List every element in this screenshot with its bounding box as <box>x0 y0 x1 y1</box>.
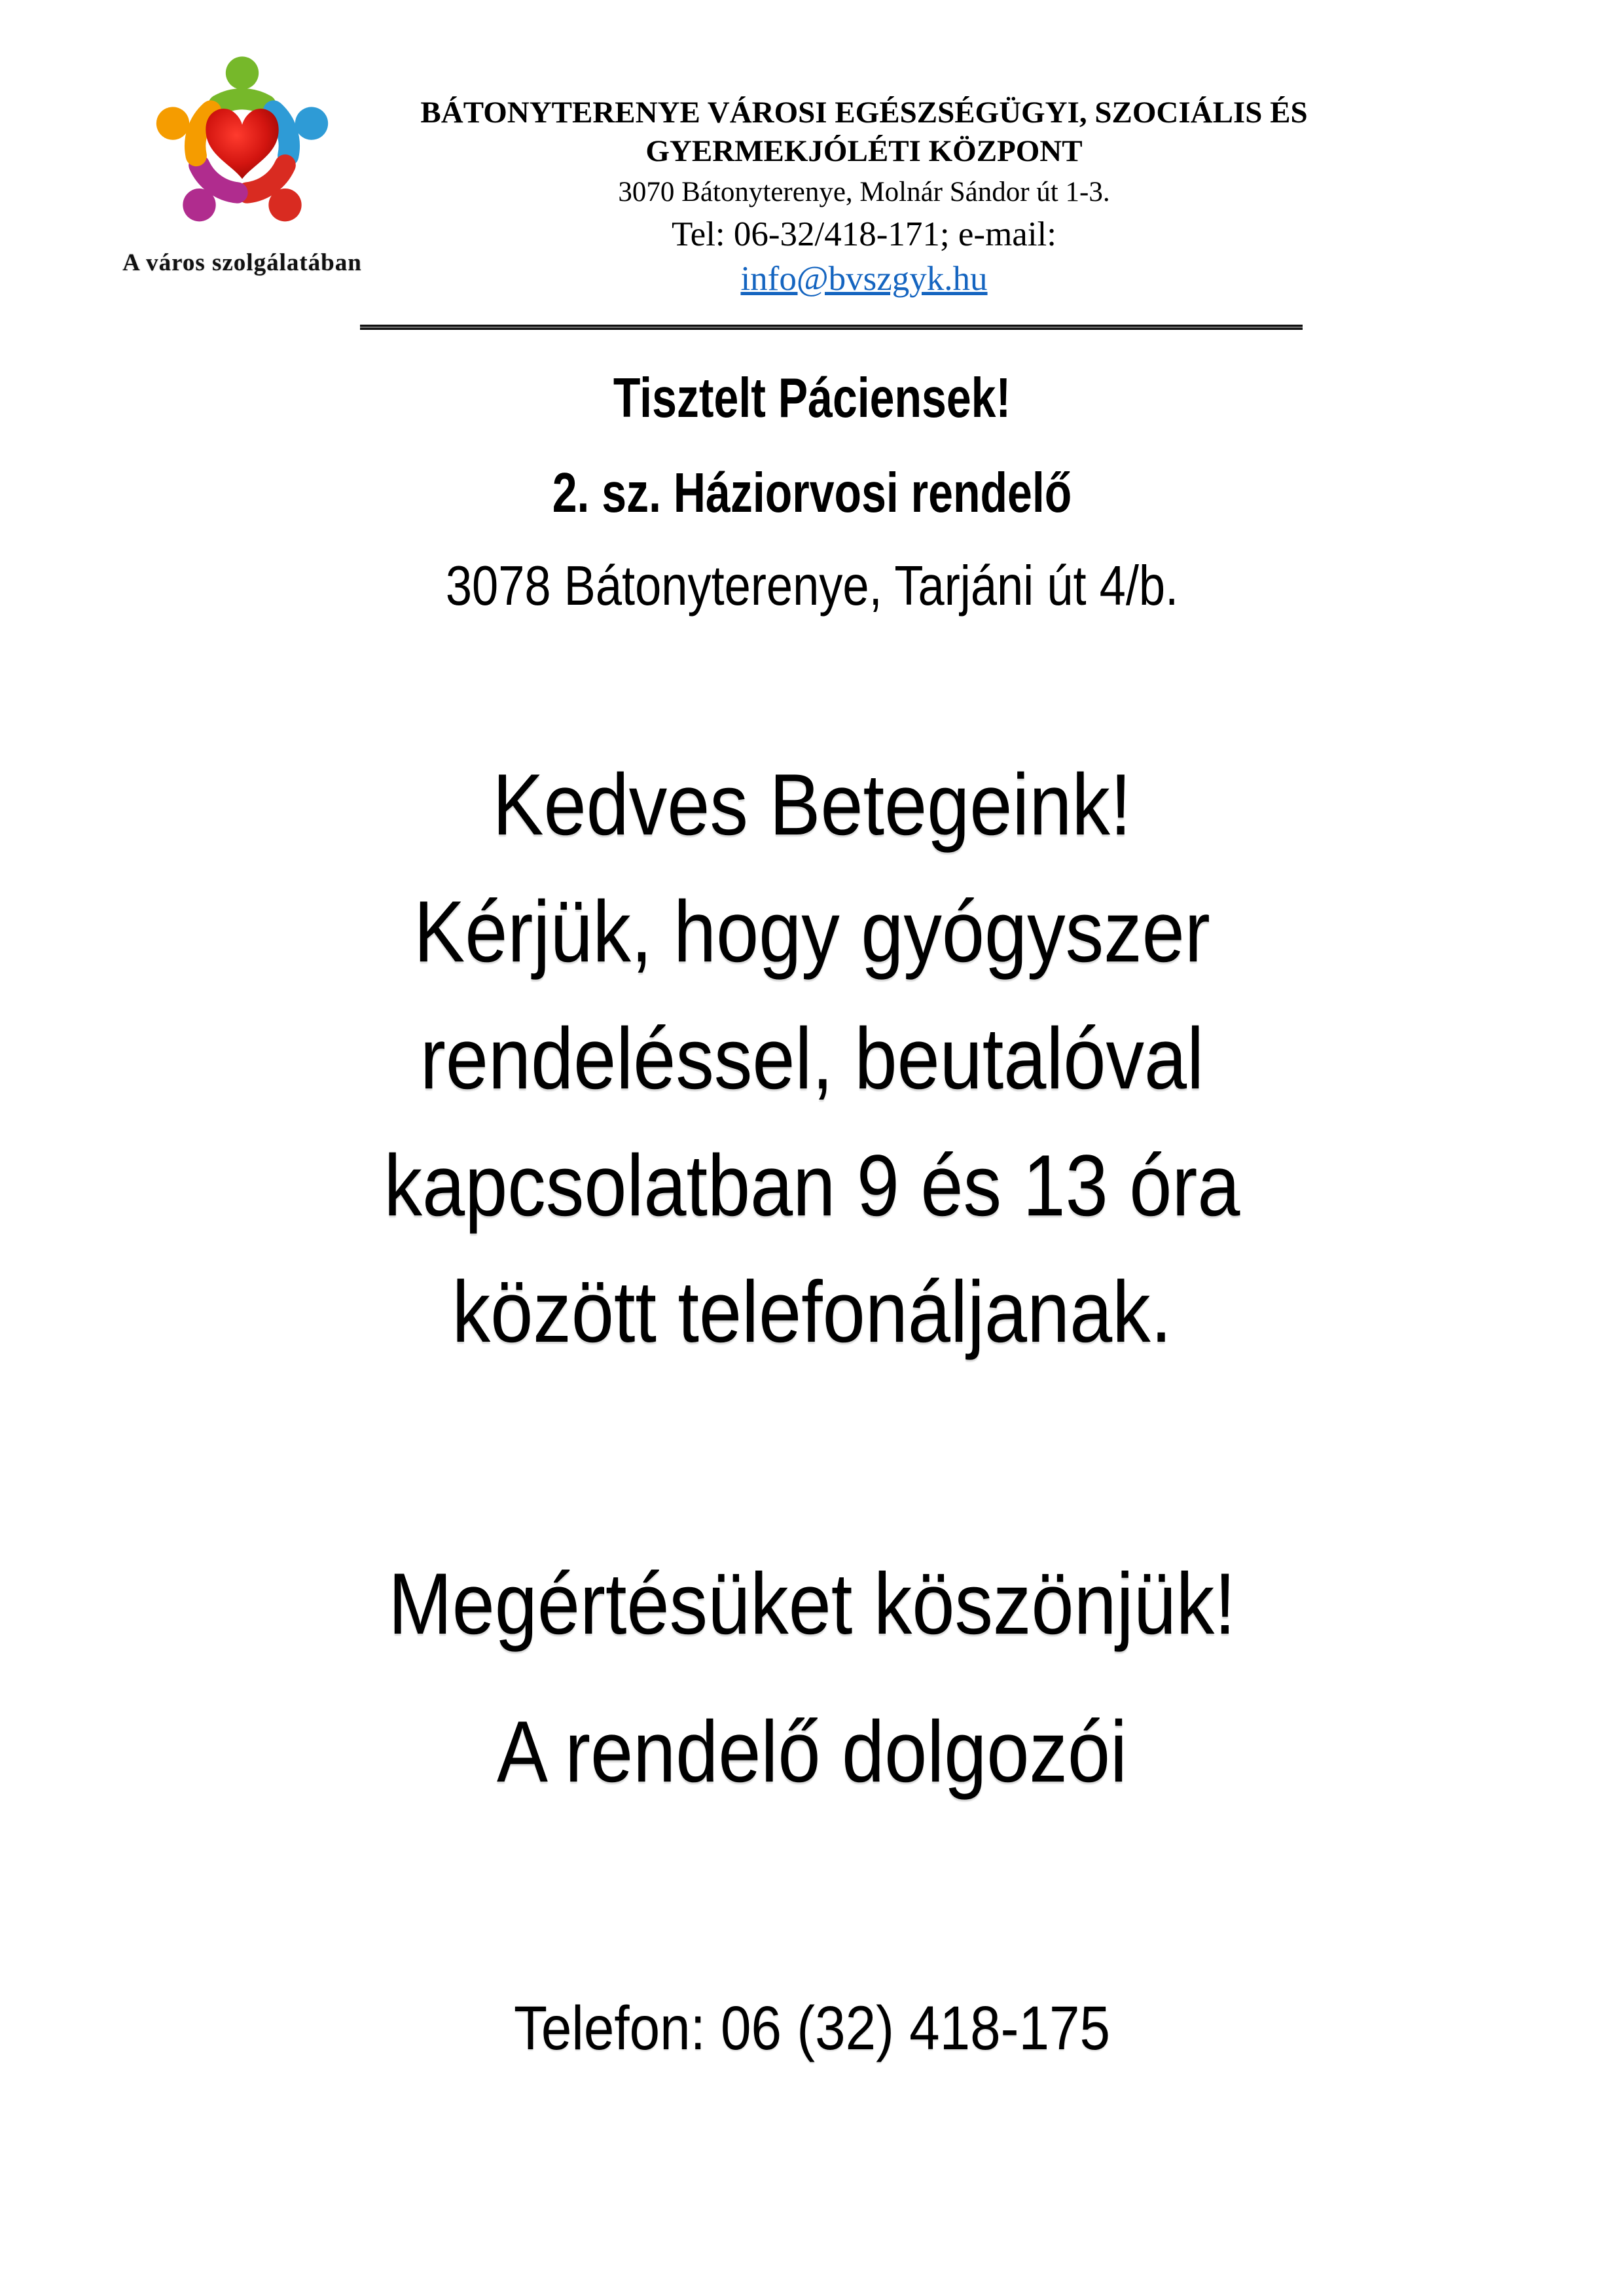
org-name-line1: BÁTONYTERENYE VÁROSI EGÉSZSÉGÜGYI, SZOCIÁLIS ÉS <box>420 96 1308 130</box>
clinic-name: 2. sz. Háziorvosi rendelő <box>552 462 1072 524</box>
header-divider <box>360 325 1303 330</box>
message-line: kapcsolatban 9 és 13 óra <box>384 1138 1240 1234</box>
org-phone-email-label: Tel: 06-32/418-171; e-mail: <box>672 215 1056 253</box>
message-line: között telefonáljanak. <box>452 1264 1172 1361</box>
figure-left-orange-icon <box>150 96 211 156</box>
figure-bottom-right-red-icon <box>247 165 314 232</box>
salutation: Tisztelt Páciensek! <box>613 367 1011 429</box>
community-heart-logo-icon <box>124 47 360 245</box>
heart-icon <box>206 109 278 179</box>
thanks-line: Megértésüket köszönjük! <box>388 1556 1236 1653</box>
figure-bottom-left-magenta-icon <box>171 165 238 232</box>
org-name-line2: GYERMEKJÓLÉTI KÖZPONT <box>645 134 1083 168</box>
message-line: rendeléssel, beutalóval <box>420 1011 1204 1107</box>
figure-right-blue-icon <box>274 96 334 156</box>
greeting: Kedves Betegeink! <box>492 757 1132 853</box>
organization-logo <box>118 47 367 277</box>
figure-top-green-icon <box>219 56 266 105</box>
signature-line: A rendelő dolgozói <box>496 1704 1128 1801</box>
clinic-address: 3078 Bátonyterenye, Tarjáni út 4/b. <box>445 555 1179 617</box>
message-line: Kérjük, hogy gyógyszer <box>414 884 1210 980</box>
org-address: 3070 Bátonyterenye, Molnár Sándor út 1-3. <box>618 177 1110 207</box>
logo-caption: A város szolgálatában <box>122 249 362 276</box>
phone-line: Telefon: 06 (32) 418-175 <box>514 1994 1110 2063</box>
org-email-line <box>367 259 1362 299</box>
email-link[interactable]: info@bvszgyk.hu <box>740 260 988 298</box>
